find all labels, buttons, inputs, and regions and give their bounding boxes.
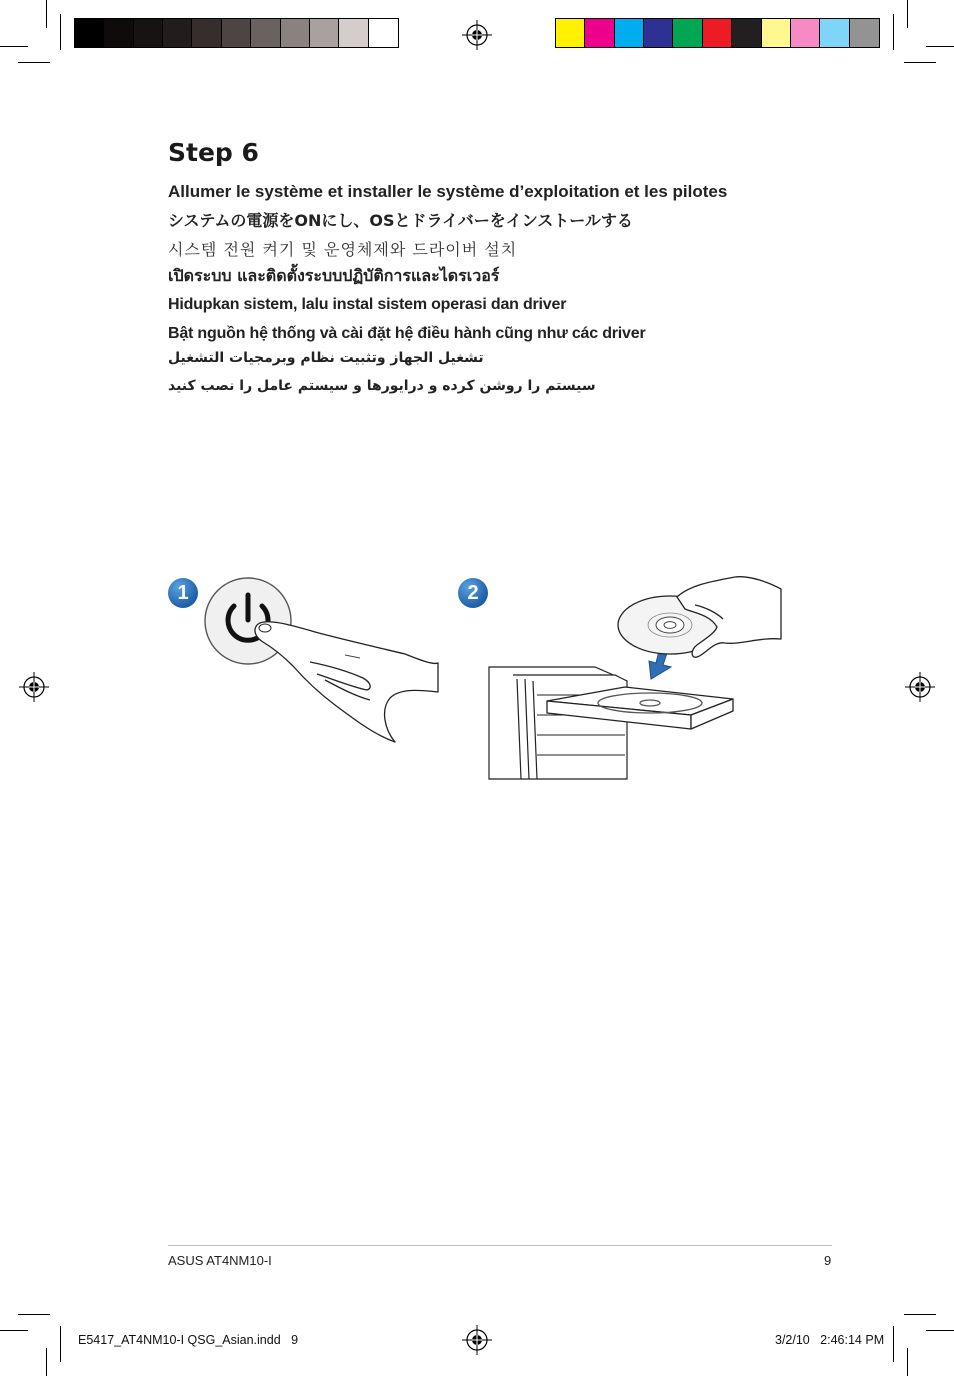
color-swatch: [791, 19, 820, 47]
gray-swatch: [281, 19, 310, 47]
color-swatch: [850, 19, 879, 47]
footer-page-number: 9: [824, 1253, 832, 1268]
step-badge-1: 1: [168, 578, 198, 608]
step-badge-2: 2: [458, 578, 488, 608]
process-color-bar: [555, 18, 880, 48]
slug-file-name: E5417_AT4NM10-I QSG_Asian.indd 9: [78, 1333, 299, 1347]
color-swatch: [732, 19, 761, 47]
crop-mark: [893, 14, 894, 50]
gray-swatch: [369, 19, 398, 47]
step-title: Step 6: [168, 138, 259, 167]
crop-mark: [904, 62, 936, 63]
instruction-arabic: تشغيل الجهاز وتثبيت نظام وبرمجيات التشغيل: [168, 350, 484, 366]
color-swatch: [673, 19, 702, 47]
gray-swatch: [251, 19, 280, 47]
registration-mark-icon: [462, 20, 492, 50]
registration-mark-icon: [462, 1325, 492, 1355]
instruction-vietnamese: Bật nguồn hệ thống và cài đặt hệ điều hành cũng như các driver: [168, 325, 646, 342]
gray-swatch: [192, 19, 221, 47]
gray-swatch: [134, 19, 163, 47]
grayscale-color-bar: [74, 18, 399, 48]
crop-mark: [893, 1326, 894, 1362]
crop-mark: [0, 46, 28, 47]
instruction-korean: 시스템 전원 켜기 및 운영체제와 드라이버 설치: [168, 240, 518, 259]
color-swatch: [615, 19, 644, 47]
crop-mark: [907, 0, 908, 28]
gray-swatch: [75, 19, 104, 47]
instruction-thai: เปิดระบบ และติดตั้งระบบปฏิบัติการและไดรเวอร์: [168, 266, 500, 285]
crop-mark: [926, 46, 954, 47]
crop-mark: [0, 1330, 28, 1331]
crop-mark: [926, 1330, 954, 1331]
gray-swatch: [310, 19, 339, 47]
color-swatch: [703, 19, 732, 47]
registration-mark-icon: [905, 672, 935, 702]
instruction-indonesian: Hidupkan sistem, lalu instal sistem operasi dan driver: [168, 296, 567, 313]
gray-swatch: [163, 19, 192, 47]
color-swatch: [556, 19, 585, 47]
crop-mark: [18, 1314, 50, 1315]
registration-mark-icon: [19, 672, 49, 702]
footer-rule: [168, 1245, 832, 1246]
crop-mark: [46, 0, 47, 28]
color-swatch: [762, 19, 791, 47]
instruction-japanese: システムの電源をONにし、OSとドライバーをインストールする: [168, 211, 633, 230]
gray-swatch: [222, 19, 251, 47]
crop-mark: [60, 1326, 61, 1362]
crop-mark: [907, 1348, 908, 1376]
crop-mark: [60, 14, 61, 50]
color-swatch: [820, 19, 849, 47]
slug-timestamp: 3/2/10 2:46:14 PM: [775, 1333, 885, 1347]
footer-product: ASUS AT4NM10-I: [168, 1253, 272, 1268]
instruction-persian: سیستم را روشن کرده و درایورها و سیستم عامل را نصب کنید: [168, 378, 596, 394]
color-swatch: [585, 19, 614, 47]
power-button-illustration: [195, 570, 445, 745]
gray-swatch: [104, 19, 133, 47]
gray-swatch: [339, 19, 368, 47]
optical-drive-illustration: [485, 575, 785, 785]
crop-mark: [18, 62, 50, 63]
hand-icon: [255, 622, 438, 742]
instruction-french: Allumer le système et installer le système d’exploitation et les pilotes: [168, 182, 728, 201]
color-swatch: [644, 19, 673, 47]
crop-mark: [904, 1314, 936, 1315]
crop-mark: [46, 1348, 47, 1376]
